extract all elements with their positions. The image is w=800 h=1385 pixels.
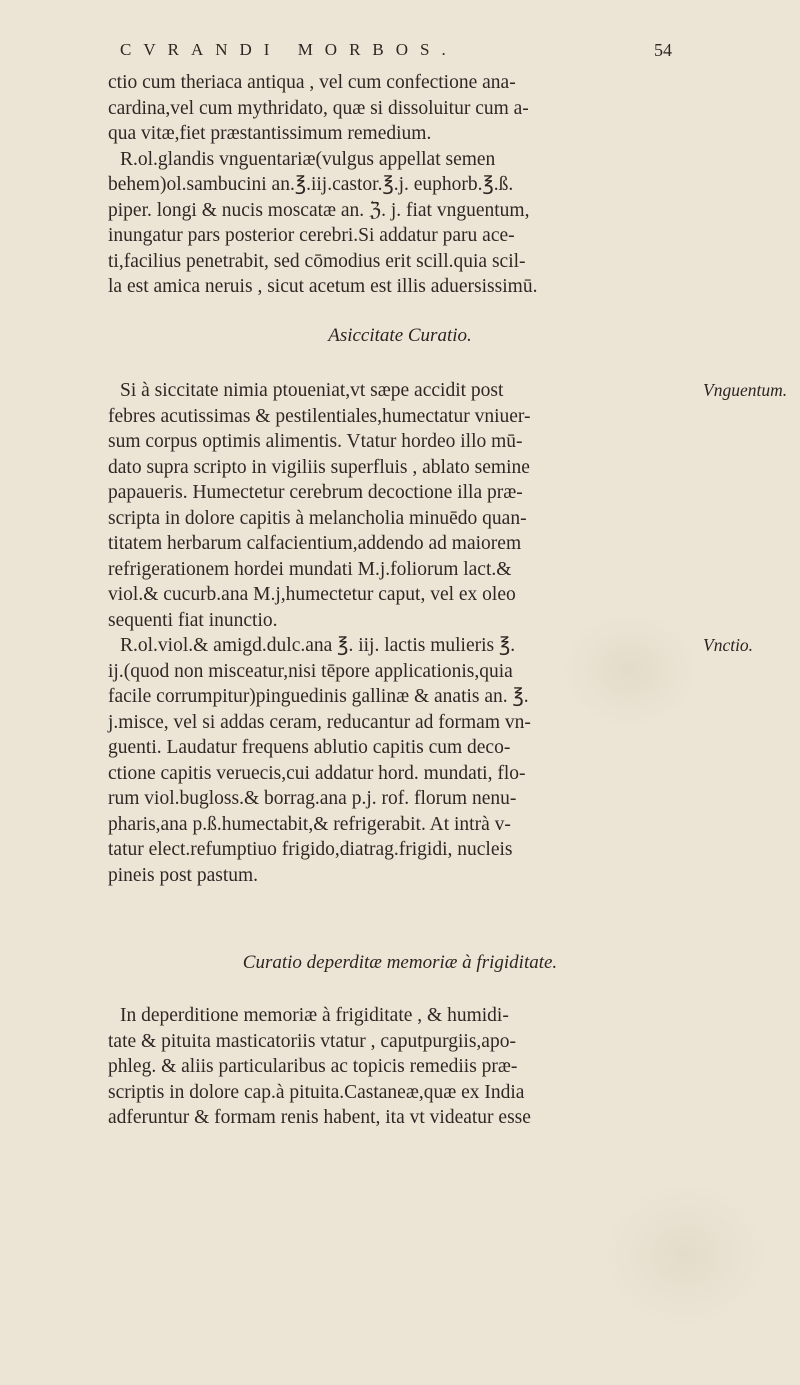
paper-stain <box>600 1180 770 1330</box>
page-number: 54 <box>654 40 672 60</box>
text-line: In deperditione memoriæ à frigiditate , & humidi- <box>120 1005 509 1026</box>
marginal-note-unguentum: Vnguentum. <box>703 380 788 400</box>
text-line: rum viol.bugloss.& borrag.ana p.j. rof. florum nenu- <box>108 788 517 809</box>
text-line: ctione capitis veruecis,cui addatur hord. mundati, flo- <box>108 762 526 784</box>
text-line: febres acutissimas & pestilentiales,humectatur vniuer- <box>108 405 531 427</box>
text-line: facile corrumpitur)pinguedinis gallinæ & anatis an. ℥. <box>108 686 529 707</box>
text-line: papaueris. Humectetur cerebrum decoctione illa præ- <box>108 482 523 503</box>
text-line: qua vitæ,fiet præstantissimum remedium. <box>108 123 432 144</box>
text-line: viol.& cucurb.ana M.j,humectetur caput, vel ex oleo <box>108 584 516 605</box>
text-line: ij.(quod non misceatur,nisi tēpore applicationis,quia <box>108 660 513 682</box>
text-line: R.ol.glandis vnguentariæ(vulgus appellat semen <box>120 148 496 170</box>
text-line: scripta in dolore capitis à melancholia minuēdo quan- <box>108 507 527 529</box>
text-line: titatem herbarum calfacientium,addendo ad maiorem <box>108 533 522 554</box>
text-line: pineis post pastum. <box>108 864 259 886</box>
text-line: dato supra scripto in vigiliis superfluis , ablato semine <box>108 456 530 478</box>
text-line: sum corpus optimis alimentis. Vtatur hordeo illo mū- <box>108 431 523 452</box>
text-line: Si à siccitate nimia ptoueniat,vt sæpe accidit post <box>120 380 504 401</box>
text-line: phleg. & aliis particularibus ac topicis remediis præ- <box>108 1056 518 1077</box>
text-line: ctio cum theriaca antiqua , vel cum confectione ana- <box>108 72 516 93</box>
section-heading-siccitate: Asiccitate Curatio. <box>328 325 472 346</box>
text-line: ti,facilius penetrabit, sed cōmodius erit scill.quia scil- <box>108 250 526 272</box>
text-line: guenti. Laudatur frequens ablutio capitis cum deco- <box>108 737 511 758</box>
paragraph-memoria <box>108 1003 698 1131</box>
text-line: R.ol.viol.& amigd.dulc.ana ℥. iij. lactis mulieris ℥. <box>120 635 516 656</box>
text-line: scriptis in dolore cap.à pituita.Castaneæ,quæ ex India <box>108 1081 525 1103</box>
page-header <box>120 40 672 70</box>
text-line: tate & pituita masticatoriis vtatur , caputpurgiis,apo- <box>108 1030 516 1052</box>
running-title: CVRANDI MORBOS. <box>120 40 458 59</box>
text-line: piper. longi & nucis moscatæ an. ℨ. j. fiat vnguentum, <box>108 199 530 221</box>
marginal-note-unctio: Vnctio. <box>703 635 754 655</box>
paragraph-theriaca <box>108 70 698 300</box>
text-line: tatur elect.refumptiuo frigido,diatrag.frigidi, nucleis <box>108 839 513 860</box>
text-line: behem)ol.sambucini an.℥.iij.castor.℥.j. euphorb.℥.ß. <box>108 174 514 195</box>
text-line: adferuntur & formam renis habent, ita vt videatur esse <box>108 1107 531 1128</box>
section-heading-memoria: Curatio deperditæ memoriæ à frigiditate. <box>242 952 558 973</box>
text-line: cardina,vel cum mythridato, quæ si dissoluitur cum a- <box>108 97 529 119</box>
text-line: la est amica neruis , sicut acetum est illis aduersissimū. <box>108 276 538 297</box>
text-line: j.misce, vel si addas ceram, reducantur ad formam vn- <box>108 711 531 733</box>
paragraph-siccitate <box>108 378 698 888</box>
text-line: inungatur pars posterior cerebri.Si addatur paru ace- <box>108 225 515 246</box>
text-line: pharis,ana p.ß.humectabit,& refrigerabit. At intrà v- <box>108 813 511 835</box>
text-line: sequenti fiat inunctio. <box>108 609 278 631</box>
text-line: refrigerationem hordei mundati M.j.foliorum lact.& <box>108 558 512 580</box>
